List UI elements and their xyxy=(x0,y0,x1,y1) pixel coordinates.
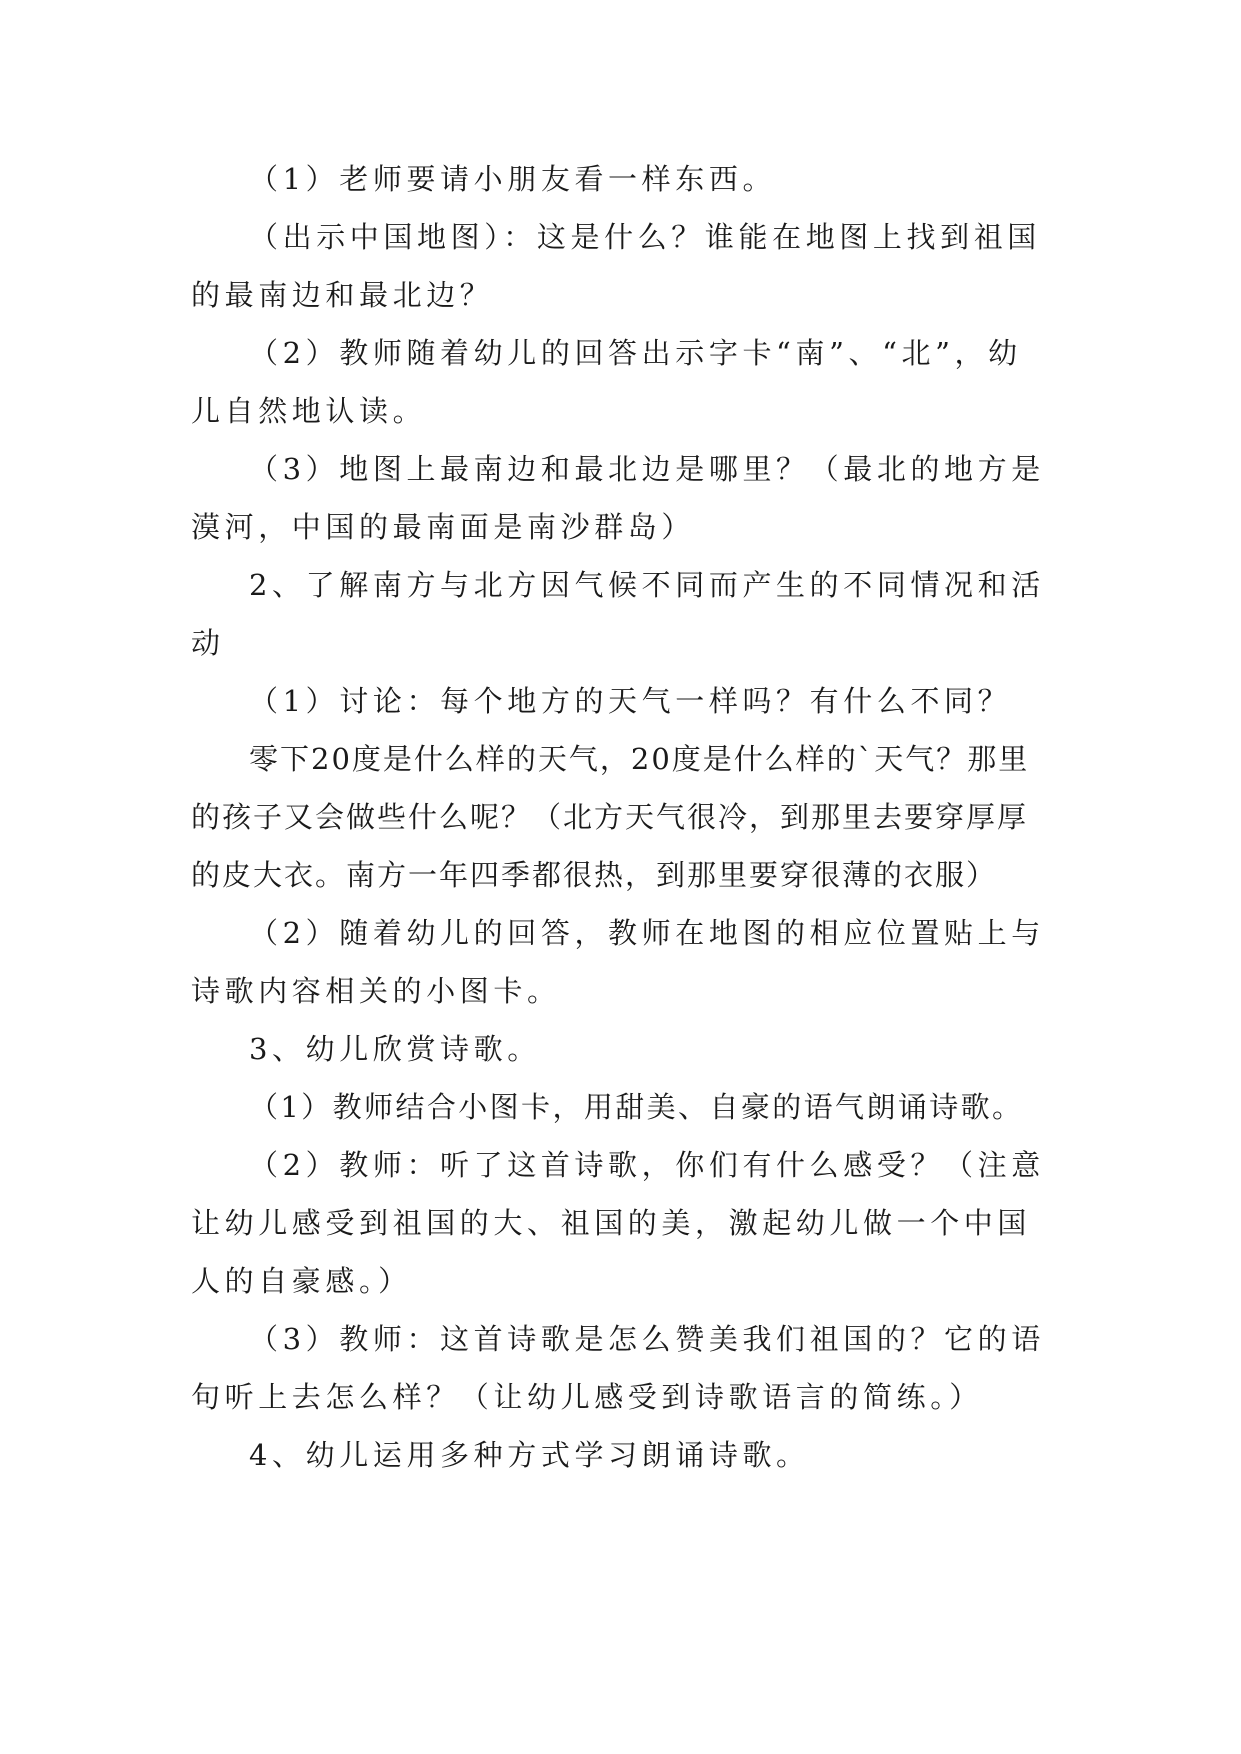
paragraph-7: 零下20度是什么样的天气，20度是什么样的`天气？那里的孩子又会做些什么呢？（北方天气很冷，到那里去要穿厚厚的皮大衣。南方一年四季都很热，到那里要穿很薄的衣服） xyxy=(191,742,1030,892)
paragraph-13: 4、幼儿运用多种方式学习朗诵诗歌。 xyxy=(249,1438,810,1472)
paragraph-6: （1）讨论：每个地方的天气一样吗？有什么不同？ xyxy=(249,684,1012,718)
paragraph-8: （2）随着幼儿的回答，教师在地图的相应位置贴上与诗歌内容相关的小图卡。 xyxy=(191,916,1045,1008)
paragraph-10: （1）教师结合小图卡，用甜美、自豪的语气朗诵诗歌。 xyxy=(249,1090,1024,1124)
document-body xyxy=(191,150,1051,1484)
paragraph-2: （出示中国地图）：这是什么？谁能在地图上找到祖国的最南边和最北边？ xyxy=(191,220,1041,312)
paragraph-9: 3、幼儿欣赏诗歌。 xyxy=(249,1032,541,1066)
paragraph-5: 2、了解南方与北方因气候不同而产生的不同情况和活动 xyxy=(191,568,1045,660)
paragraph-11: （2）教师：听了这首诗歌，你们有什么感受？（注意让幼儿感受到祖国的大、祖国的美，激起幼儿做一个中国人的自豪感。） xyxy=(191,1148,1045,1298)
paragraph-4: （3）地图上最南边和最北边是哪里？（最北的地方是漠河，中国的最南面是南沙群岛） xyxy=(191,452,1045,544)
paragraph-12: （3）教师：这首诗歌是怎么赞美我们祖国的？它的语句听上去怎么样？（让幼儿感受到诗歌语言的简练。） xyxy=(191,1322,1045,1414)
paragraph-1: （1）老师要请小朋友看一样东西。 xyxy=(249,162,777,196)
paragraph-3: （2）教师随着幼儿的回答出示字卡“南”、“北”，幼儿自然地认读。 xyxy=(191,336,1022,428)
